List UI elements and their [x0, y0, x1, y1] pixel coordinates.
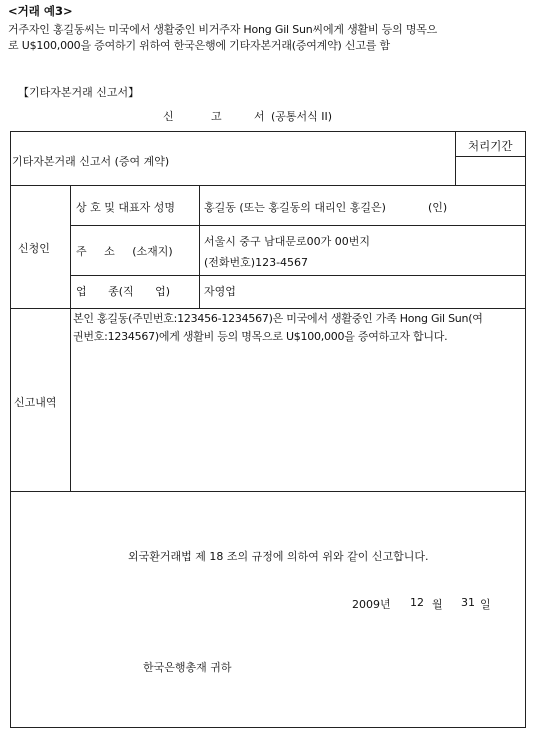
- row-line-2: [70, 275, 526, 276]
- form-title-char-2: 고: [211, 110, 222, 123]
- content-line-1: 본인 홍길동(주민번호:123456-1234567)은 미국에서 생활중인 가족 Hong Gil Sun(여: [73, 312, 483, 325]
- occupation-label: 업 종(직 업): [76, 285, 171, 298]
- address-label: 주 소 (소재지): [76, 245, 173, 258]
- applicant-bottom-line: [10, 308, 526, 309]
- seal-mark: (인): [428, 201, 448, 214]
- header-divider: [455, 131, 456, 186]
- section-label: 【기타자본거래 신고서】: [18, 86, 140, 99]
- date-month-unit: 월: [432, 598, 443, 611]
- content-bottom-line: [10, 491, 526, 492]
- form-number: (공통서식 II): [271, 110, 333, 123]
- intro-line-2: 로 U$100,000을 증여하기 위하여 한국은행에 기타자본거래(증여계약) 신고를 함: [8, 39, 390, 52]
- table-border-left: [10, 131, 11, 728]
- phone-value: (전화번호)123-4567: [204, 256, 309, 269]
- period-divider: [455, 156, 526, 157]
- example-heading: <거래 예3>: [8, 4, 73, 18]
- applicant-label: 신청인: [18, 242, 50, 255]
- content-label: 신고내역: [14, 396, 57, 409]
- label-column-line: [70, 185, 71, 492]
- occupation-value: 자영업: [204, 285, 236, 298]
- content-line-2: 권번호:1234567)에게 생활비 등의 명목으로 U$100,000을 증여하고자 합니다.: [73, 330, 448, 343]
- addressee: 한국은행총재 귀하: [143, 661, 232, 674]
- form-header-title: 기타자본거래 신고서 (증여 계약): [12, 155, 170, 168]
- field-column-line: [199, 185, 200, 308]
- date-day: 31: [461, 596, 475, 609]
- address-value: 서울시 중구 남대문로00가 00번지: [204, 235, 370, 248]
- table-border-bottom: [10, 727, 526, 728]
- table-border-top: [10, 131, 526, 132]
- rep-name-value: 홍길동 (또는 홍길동의 대리인 홍길은): [204, 201, 386, 214]
- table-border-right: [525, 131, 526, 728]
- form-title-char-3: 서: [254, 110, 265, 123]
- legal-basis-text: 외국환거래법 제 18 조의 규정에 의하여 위와 같이 신고합니다.: [128, 550, 429, 563]
- date-day-unit: 일: [480, 598, 491, 611]
- form-title-char-1: 신: [163, 110, 174, 123]
- rep-name-label: 상 호 및 대표자 성명: [76, 201, 175, 214]
- processing-period-label: 처리기간: [468, 139, 513, 153]
- intro-line-1: 거주자인 홍길동씨는 미국에서 생활중인 비거주자 Hong Gil Sun씨에게 생활비 등의 명목으: [8, 23, 438, 36]
- row-line-1: [70, 225, 526, 226]
- date-month: 12: [410, 596, 424, 609]
- header-bottom-line: [10, 185, 526, 186]
- date-year: 2009년: [352, 598, 391, 611]
